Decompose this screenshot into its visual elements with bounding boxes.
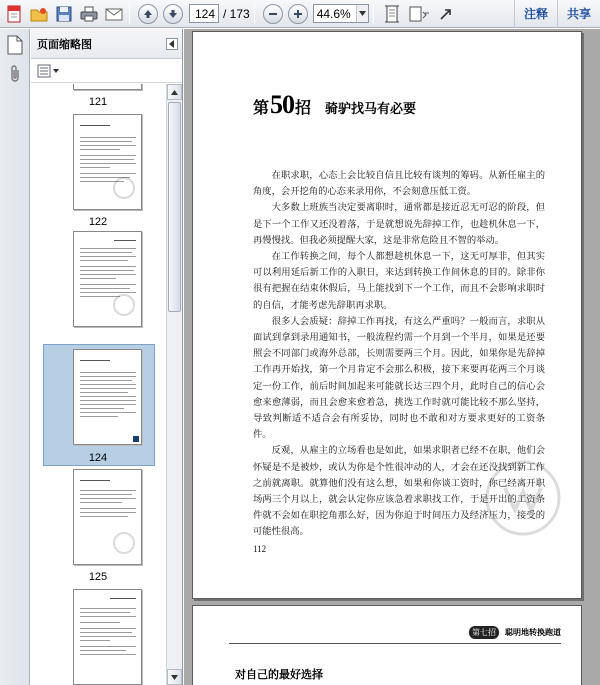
document-viewport[interactable]	[184, 29, 600, 685]
collapse-panel-button[interactable]	[166, 38, 178, 50]
attachments-tab[interactable]	[3, 63, 27, 87]
zoom-level-select[interactable]	[313, 4, 369, 23]
thumbnail-scrollbar[interactable]	[166, 84, 182, 685]
expand-button[interactable]	[435, 3, 457, 25]
toolbar-separator	[129, 4, 130, 24]
next-page-button[interactable]	[162, 3, 184, 25]
paragraph: 在工作转换之间，每个人都想趁机休息一下，这无可厚非，但其实可以利用延后新工作的入职日，来达到转换工作间休息的目的。除非你很有把握在结束休假后，马上能找到下一个工作，而且不会影响求职时的自信，才能考虑先辞职再求职。	[253, 251, 545, 311]
chevron-down-icon[interactable]	[356, 5, 368, 22]
expand-arrow-icon	[438, 6, 454, 22]
scrollbar-thumb[interactable]	[168, 102, 181, 312]
thumbnails-panel	[31, 29, 183, 685]
options-list-icon	[37, 64, 61, 78]
thumbnail-label: 121	[88, 96, 108, 108]
main-toolbar	[0, 0, 600, 28]
panel-title: 页面缩略图	[37, 37, 92, 51]
watermark-stamp-icon	[483, 458, 563, 538]
watermark-stamp-icon	[113, 294, 135, 316]
options-menu-button[interactable]	[37, 64, 61, 78]
page-icon	[7, 35, 23, 58]
thumbnail-page[interactable]	[73, 469, 142, 565]
thumbnail-page[interactable]	[73, 231, 142, 327]
chevron-left-icon	[169, 40, 175, 48]
toolbar-right-group	[514, 0, 600, 28]
create-pdf-icon	[5, 5, 23, 23]
watermark-stamp-icon	[113, 532, 135, 554]
panel-header	[31, 29, 182, 59]
page-number: 112	[253, 544, 267, 554]
arrow-up-icon	[138, 4, 158, 24]
plus-icon	[288, 4, 308, 24]
chapter-badge: 第七招	[469, 626, 499, 639]
share-button[interactable]: 共享	[557, 0, 600, 28]
thumbnail-page[interactable]	[73, 589, 142, 685]
chapter-heading	[253, 90, 416, 120]
thumbnail-label: 124	[88, 452, 108, 464]
page-view-icon	[408, 5, 430, 23]
zoom-out-button[interactable]	[262, 3, 284, 25]
chapter-prefix: 第	[253, 98, 270, 117]
folder-icon	[30, 5, 48, 23]
thumbnail-page[interactable]	[73, 114, 142, 210]
view-mode-button[interactable]	[406, 3, 432, 25]
page-thumbnails-tab[interactable]	[3, 34, 27, 58]
section-title: 对自己的最好选择	[235, 668, 323, 681]
open-folder-button[interactable]	[28, 3, 50, 25]
panel-options-bar	[31, 59, 182, 83]
save-button[interactable]	[53, 3, 75, 25]
thumbnail-page[interactable]	[73, 349, 142, 445]
navigation-strip	[0, 29, 30, 685]
comment-button[interactable]: 注释	[514, 0, 557, 28]
paragraph: 很多人会质疑：辞掉工作再找，有这么严重吗？一般而言，求职从面试到拿到录用通知书，一般流程约需一个月到一个半月，如果是还要照会不同部门或海外总部，长则需要两三个月。因此，如果你是先辞掉工作再开始找，第一个月肯定不会那么积极，接下来要再花两三个月谈定一份工作，前后时间加起来可能就长达三四个月，此时自己的信心会愈来愈薄弱，而且会愈来愈着急，挑选工作时就可能比较不那么坚持，导致判断适不适合会有所妥协，同时也不敢和对方要求更好的工资条件。	[253, 315, 545, 441]
running-header	[469, 626, 561, 639]
print-button[interactable]	[78, 3, 100, 25]
paragraph: 大多数上班族当决定要离职时，通常都是接近忍无可忍的阶段，但是下一个工作又还没着落，于是就想说先辞掉工作，也趁机休息一下，再慢慢找。但我必须提醒大家，这是非常危险且不智的举动。	[253, 202, 545, 246]
thumbnail-label: 122	[88, 216, 108, 228]
zoom-in-button[interactable]	[287, 3, 309, 25]
paperclip-icon	[7, 64, 23, 87]
scroll-down-button[interactable]	[167, 669, 182, 685]
scroll-up-button[interactable]	[167, 84, 182, 100]
thumbnail-list	[31, 84, 165, 685]
page-number-input[interactable]	[189, 4, 219, 23]
chapter-title: 骑驴找马有必要	[325, 102, 417, 117]
document-page	[192, 31, 582, 599]
watermark-stamp-icon	[113, 177, 135, 199]
previous-page-button[interactable]	[137, 3, 159, 25]
email-button[interactable]	[103, 3, 125, 25]
save-icon	[55, 5, 73, 23]
arrow-down-icon	[163, 4, 183, 24]
thumbnail-page[interactable]	[73, 84, 142, 90]
resize-handle[interactable]	[133, 436, 139, 442]
paragraph: 反观，从雇主的立场看也是如此，如果求职者已经不在职，他们会怀疑是不是被炒，或认为你是个性很冲动的人，才会在还没找到新工作之前就离职。就算他们没有这么想，如果和你谈工资时，你已经离开职场两三个月以上，就会认定你应该急着求职找工作，于是开出的工资条件就不会如在职挖角那么好，因为你迫于时间压力及经济压力，接受的可能性很高。	[253, 445, 545, 538]
chapter-number: 50	[270, 90, 295, 119]
running-header-text: 聪明地转换跑道	[505, 627, 561, 637]
printer-icon	[80, 5, 98, 23]
toolbar-separator	[373, 4, 374, 24]
thumbnail-label: 125	[88, 571, 108, 583]
chevron-down-icon	[171, 675, 178, 680]
header-rule	[229, 643, 561, 644]
next-document-page	[192, 605, 582, 685]
chevron-up-icon	[171, 90, 178, 95]
zoom-level-value: 44.6%	[316, 6, 351, 21]
toolbar-separator	[254, 4, 255, 24]
fit-page-button[interactable]	[381, 3, 403, 25]
fit-page-icon	[383, 5, 401, 23]
page-total-label: / 173	[223, 6, 250, 21]
paragraph: 在职求职，心态上会比较自信且比较有谈判的筹码。从新任雇主的角度，会开挖角的心态来录用你，不会刻意压低工资。	[253, 170, 545, 198]
envelope-icon	[105, 5, 123, 23]
minus-icon	[263, 4, 283, 24]
create-pdf-button[interactable]	[3, 3, 25, 25]
chapter-suffix: 招	[295, 98, 312, 117]
